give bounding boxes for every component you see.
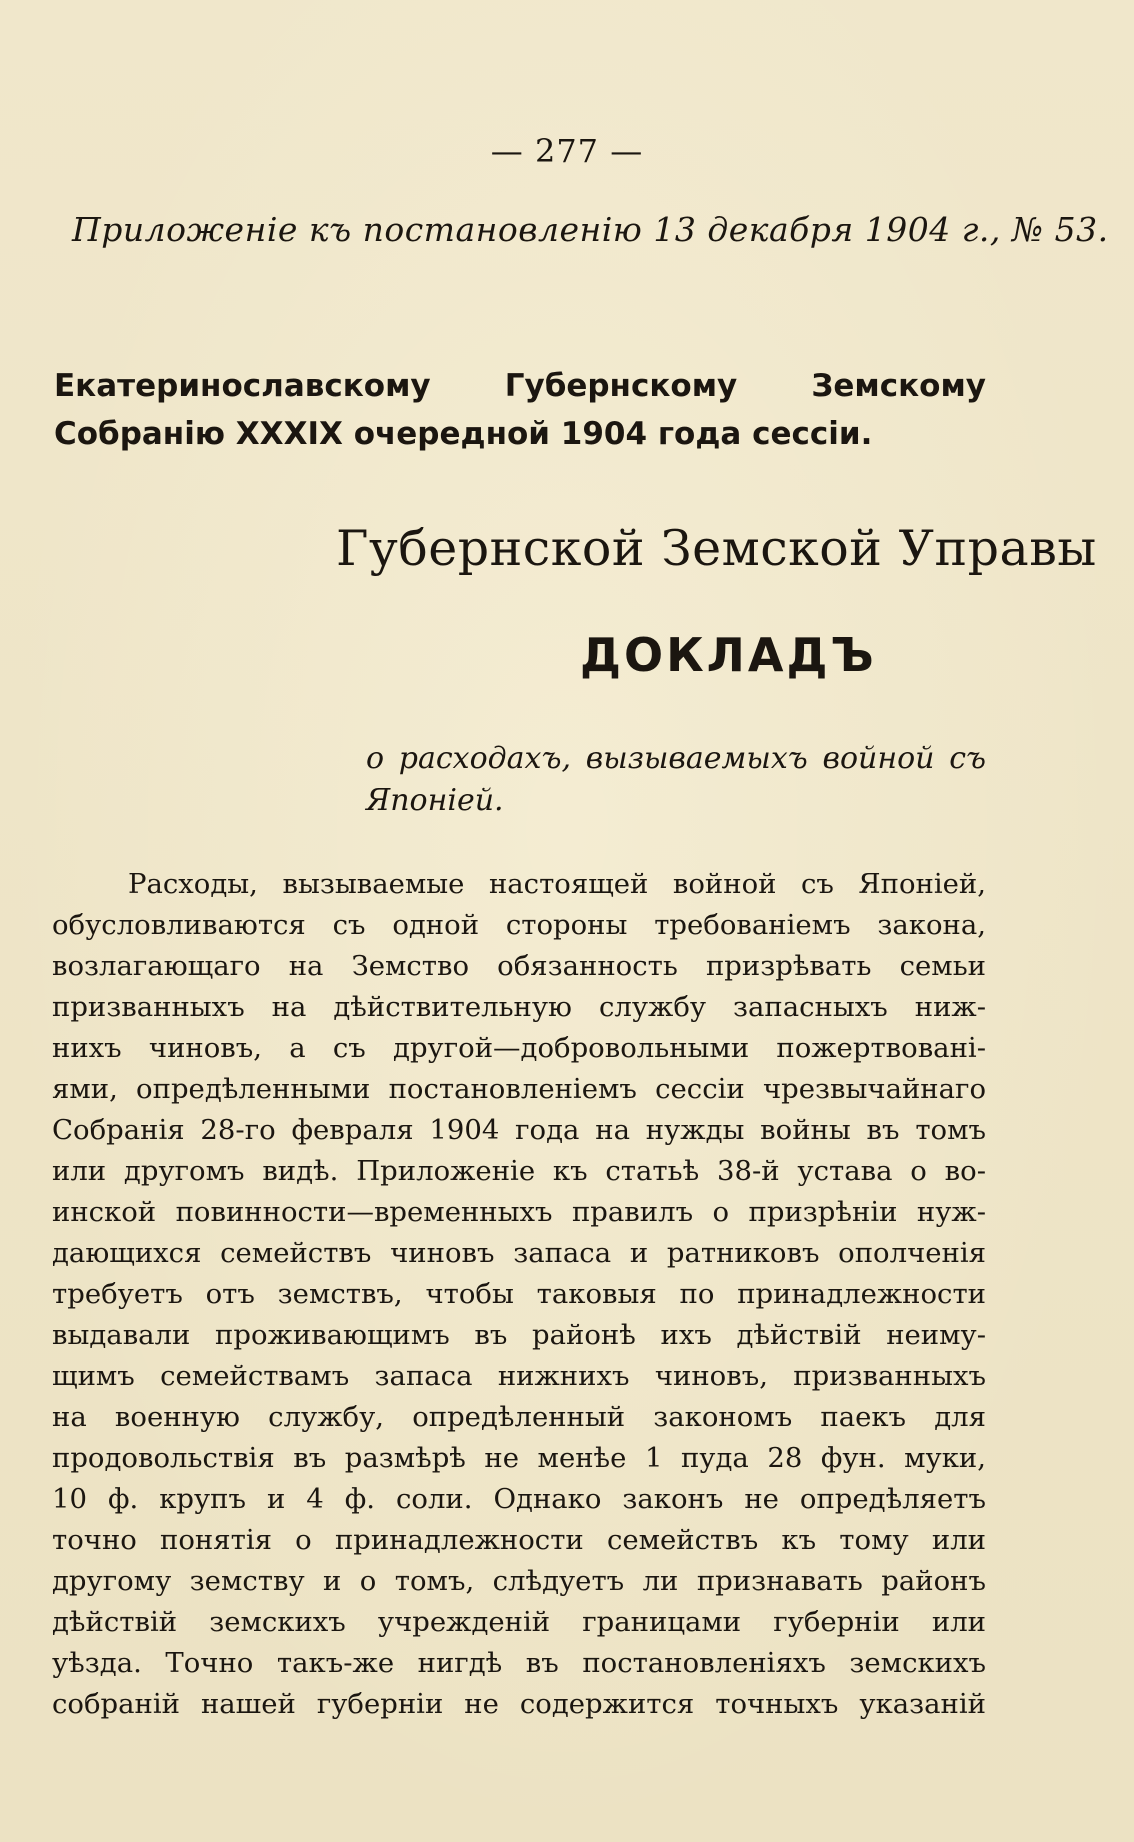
- addressee-heading: Екатеринославскому Губернскому Земскому Собранію XXXIX очередной 1904 года сессіи.: [54, 368, 986, 452]
- text-line: продовольствія въ размѣрѣ не менѣе 1 пуда 28 фун. муки,: [52, 1442, 986, 1474]
- text-line: призванныхъ на дѣйствительную службу запасныхъ ниж-: [52, 991, 986, 1023]
- text-line: уѣзда. Точно такъ-же нигдѣ въ постановленіяхъ земскихъ: [52, 1647, 986, 1679]
- page-number: — 277 —: [490, 132, 644, 170]
- text-line: инской повинности—временныхъ правилъ о призрѣніи нуж-: [52, 1196, 986, 1228]
- text-line: на военную службу, опредѣленный закономъ паекъ для: [52, 1401, 986, 1433]
- text-line: требуетъ отъ земствъ, чтобы таковыя по принадлежности: [52, 1278, 986, 1310]
- body-paragraph: [52, 864, 986, 1725]
- text-line: Расходы, вызываемые настоящей войной съ Японіей,: [128, 868, 986, 900]
- report-subject: о расходахъ, вызываемыхъ войной съ Японіей.: [366, 741, 986, 818]
- text-line: или другомъ видѣ. Приложеніе къ статьѣ 38-й устава о во-: [52, 1155, 986, 1187]
- report-title: ДОКЛАДЪ: [580, 628, 877, 682]
- text-line: выдавали проживающимъ въ районѣ ихъ дѣйствій неиму-: [52, 1319, 986, 1351]
- text-line: 10 ф. крупъ и 4 ф. соли. Однако законъ не опредѣляетъ: [52, 1483, 986, 1515]
- text-line: обусловливаются съ одной стороны требованіемъ закона,: [52, 909, 986, 941]
- text-line: Собранія 28-го февраля 1904 года на нужды войны въ томъ: [52, 1114, 986, 1146]
- text-line: возлагающаго на Земство обязанность призрѣвать семьи: [52, 950, 986, 982]
- text-line: точно понятія о принадлежности семействъ къ тому или: [52, 1524, 986, 1556]
- council-title: Губернской Земской Управы: [336, 520, 1097, 577]
- text-line: собраній нашей губерніи не содержится точныхъ указаній: [52, 1688, 986, 1720]
- text-line: ями, опредѣленными постановленіемъ сессіи чрезвычайнаго: [52, 1073, 986, 1105]
- text-line: дѣйствій земскихъ учрежденій границами губерніи или: [52, 1606, 986, 1638]
- appendix-reference: Приложеніе къ постановленію 13 декабря 1904 г., № 53.: [72, 210, 1109, 249]
- text-line: щимъ семействамъ запаса нижнихъ чиновъ, призванныхъ: [52, 1360, 986, 1392]
- text-line: другому земству и о томъ, слѣдуетъ ли признавать районъ: [52, 1565, 986, 1597]
- text-line: нихъ чиновъ, а съ другой—добровольными пожертвовані-: [52, 1032, 986, 1064]
- text-line: дающихся семействъ чиновъ запаса и ратниковъ ополченія: [52, 1237, 986, 1269]
